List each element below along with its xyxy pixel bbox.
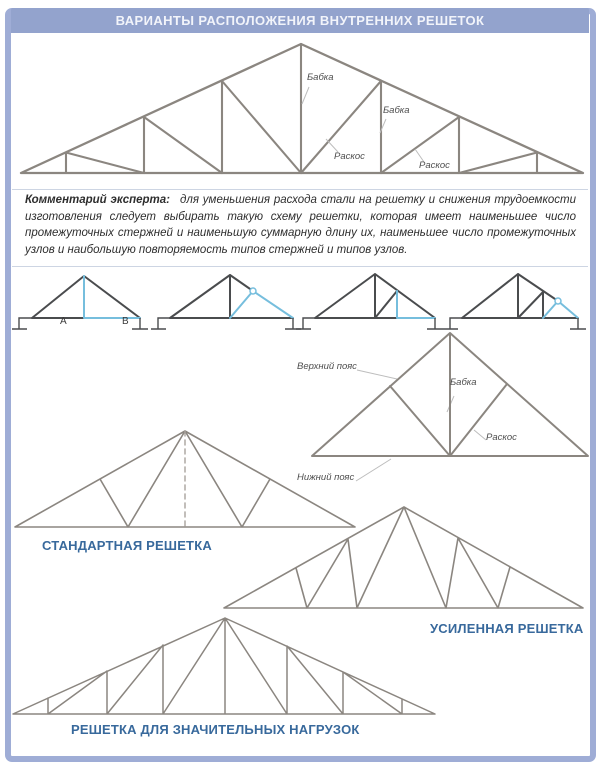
node-marker [555, 298, 561, 304]
labeled-truss-diagram [312, 333, 588, 456]
top-truss-babka-label-2: Бабка [383, 105, 410, 116]
expert-commentary-lead: Комментарий эксперта: [25, 194, 170, 206]
top-truss-raskos-label-1: Раскос [334, 151, 365, 162]
top-truss-babka-label-1: Бабка [307, 72, 334, 83]
bottom-chord-label: Нижний пояс [297, 472, 355, 483]
heavy-load-truss-diagram [13, 618, 435, 714]
point-label-b: B [122, 316, 129, 327]
node-marker [250, 288, 256, 294]
page-title: ВАРИАНТЫ РАСПОЛОЖЕНИЯ ВНУТРЕННИХ РЕШЕТОК [115, 13, 485, 28]
expert-commentary-body: для уменьшения расхода стали на решетку и снижения трудоемкости изготовления следует выбирать такую схему решетки, которая имеет наименьшее число промежуточных стержней и наименьшую суммарную длину их, наименьшее число промежуточных узлов и наибольшую повторяемость типов стержней и типов узлов. [25, 194, 576, 256]
top-truss-diagram [21, 44, 583, 173]
babka-label: Бабка [450, 377, 477, 388]
variant-truss-1 [32, 276, 140, 318]
highlight-members-2 [230, 291, 293, 318]
caption-reinforced-lattice: УСИЛЕННАЯ РЕШЕТКА [430, 621, 584, 636]
variant-trusses-highlight [84, 276, 578, 318]
point-label-a: A [60, 316, 67, 327]
top-chord-label: Верхний пояс [297, 361, 357, 372]
expert-commentary [25, 192, 576, 258]
reinforced-truss-diagram [224, 507, 583, 608]
variant-trusses-dark [32, 274, 578, 318]
variant-truss-3 [315, 274, 435, 318]
support-symbols [12, 318, 586, 329]
variant-truss-2 [170, 275, 293, 318]
variant-truss-4 [462, 274, 578, 318]
caption-standard-lattice: СТАНДАРТНАЯ РЕШЕТКА [42, 538, 212, 553]
caption-heavy-load-lattice: РЕШЕТКА ДЛЯ ЗНАЧИТЕЛЬНЫХ НАГРУЗОК [71, 722, 360, 737]
top-truss-raskos-label-2: Раскос [419, 160, 450, 171]
raskos-label: Раскос [486, 432, 517, 443]
top-truss-webbing [66, 44, 537, 173]
